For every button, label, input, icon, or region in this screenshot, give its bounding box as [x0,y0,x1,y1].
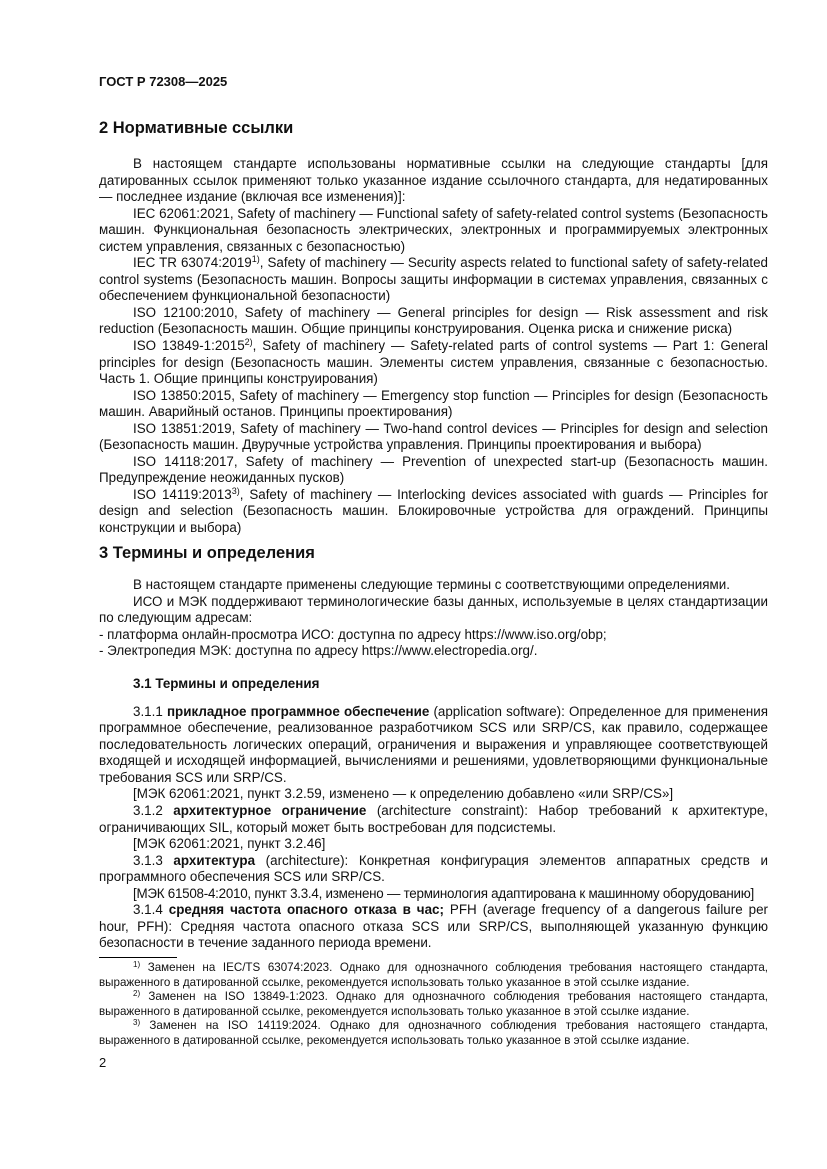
reference-code: ISO 13851:2019 [133,420,232,436]
section-3-databases: ИСО и МЭК поддерживают терминологические базы данных, используемые в целях стандартизации по следующим адресам: [99,593,768,626]
subsection-title: 3.1 Термины и определения [133,675,320,691]
reference-code: ISO 14119:2013 [133,486,232,502]
term-name: прикладное программное обеспечение [166,703,430,719]
reference-item [99,338,768,388]
reference-item [99,421,768,454]
term-number: 3.1.2 [133,803,163,819]
reference-item [99,255,768,305]
section-2 [99,118,768,537]
footnote-ref: 3) [231,485,240,496]
bullet-electropedia: - Электропедия МЭК: доступна по адресу https://www.electropedia.org/. [99,643,538,659]
term-entry [99,853,768,886]
reference-text: , Safety of machinery — Security aspects related to functional safety of safety-related control systems (Безопасность машин. Вопросы защиты информации в системах управления, связанных с обеспечением функциональной безопасности) [99,255,768,304]
footnote [99,1019,768,1048]
term-source: [МЭК 62061:2021, пункт 3.2.59, изменено — к определению добавлено «или SRP/CS»] [133,786,674,802]
term-name: средняя частота опасного отказа в час; [168,902,444,918]
reference-text: , Safety of machinery — Safety-related parts of control systems — Part 1: General principles for design (Безопасность машин. Элементы систем управления, связанные с безопасностью. Часть 1. Общие принципы конструирования) [99,338,768,387]
footnote-ref: 1) [251,254,260,265]
reference-code: IEC TR 63074:2019 [133,255,252,271]
footnote-ref: 2) [244,337,253,348]
term-entry [99,803,768,836]
reference-item [99,487,768,537]
page-number: 2 [99,1055,107,1070]
footnote-mark: 3) [133,1018,141,1028]
reference-item [99,305,768,338]
term-definition: (application software): Определенное для применения программное обеспечение, реализованное разработчиком SCS или SRP/CS, как правило, содержащее последовательность логических операций, ограничения и выражения и управляющее соответствующей входящей и исходящей информацией, вычислениями и решениями, удовлетворяющими функциональные требования SCS или SRP/CS. [99,703,768,785]
document-header: ГОСТ Р 72308—2025 [99,74,228,89]
reference-text: , Safety of machinery — General principles for design — Risk assessment and risk reduction (Безопасность машин. Общие принципы конструирования. Оценка риска и снижение риска) [99,304,768,337]
section-3-title: 3 Термины и определения [99,544,315,562]
term-number: 3.1.1 [133,703,163,719]
term-definition: (architecture): Конкретная конфигурация элементов аппаратных средств и программного обеспечения SCS или SRP/CS. [99,852,768,885]
section-3 [99,543,768,952]
reference-text: , Safety of machinery — Two-hand control devices — Principles for design and selection (Безопасность машин. Двуручные устройства управления. Принципы проектирования и выбора) [99,420,768,453]
reference-code: ISO 13850:2015 [133,387,232,403]
bullet-iso-obp: - платформа онлайн-просмотра ИСО: доступна по адресу https://www.iso.org/obp; [99,626,607,642]
footnote-text: Заменен на ISO 13849-1:2023. Однако для однозначного соблюдения требования настоящего стандарта, выраженного в датированной ссылке, рекомендуется использовать только указанное в этой ссылке издание. [99,990,768,1018]
section-2-title: 2 Нормативные ссылки [99,119,294,137]
reference-text: , Safety of machinery — Emergency stop function — Principles for design (Безопасность машин. Аварийный останов. Принципы проектирования) [99,387,768,420]
reference-text: , Safety of machinery — Prevention of unexpected start-up (Безопасность машин. Предупреждение неожиданных пусков) [99,453,769,486]
term-entry [99,902,768,952]
term-number: 3.1.3 [133,852,163,868]
footnote-mark: 1) [133,960,141,969]
term-name: архитектурное ограничение [173,803,367,819]
term-number: 3.1.4 [133,902,163,918]
reference-item [99,206,768,256]
reference-code: ISO 14118:2017 [133,453,234,469]
section-2-intro: В настоящем стандарте использованы нормативные ссылки на следующие стандарты [для датированных ссылок применяют только указанное издание ссылочного стандарта, для недатированных — последнее издание (включая все изменения)]: [99,156,768,205]
term-source: [МЭК 61508-4:2010, пункт 3.3.4, изменено — терминология адаптирована к машинному оборудованию] [133,885,755,901]
footnote-mark: 2) [133,989,141,999]
term-source: [МЭК 62061:2021, пункт 3.2.46] [133,836,326,852]
term-name: архитектура [173,852,256,868]
footnotes [99,961,768,1049]
term-entry [99,704,768,787]
footnote-text: Заменен на IEC/TS 63074:2023. Однако для однозначного соблюдения требования настоящего стандарта, выраженного в датированной ссылке, рекомендуется использовать только указанное в этой ссылке издание. [99,961,768,989]
reference-code: ISO 12100:2010 [133,304,234,320]
footnote [99,990,768,1019]
reference-text: , Safety of machinery — Functional safety of safety-related control systems (Безопасность машин. Функциональная безопасность электрических, электронных и программируемых электронных систем управления, связанных с безопасностью) [99,205,768,254]
section-3-intro: В настоящем стандарте применены следующие термины с соответствующими определениями. [133,577,730,592]
term-definition: (architecture constraint): Набор требований к архитектуре, ограничивающих SIL, который может быть востребован для подсистемы. [99,803,768,835]
reference-code: ISO 13849-1:2015 [133,338,245,354]
reference-item [99,388,768,421]
footnote [99,961,768,990]
footnote-text: Заменен на ISO 14119:2024. Однако для однозначного соблюдения требования настоящего стандарта, выраженного в датированной ссылке, рекомендуется использовать только указанное в этой ссылке издание. [99,1019,768,1047]
term-definition: PFH (average frequency of a dangerous failure per hour, PFH): Средняя частота опасного отказа SCS или SRP/CS, выполняющей указанную функцию безопасности в течение заданного периода времени. [99,902,768,951]
reference-code: IEC 62061:2021 [133,205,230,221]
reference-text: , Safety of machinery — Interlocking devices associated with guards — Principles for design and selection (Безопасность машин. Блокировочные устройства для ограждений. Принципы конструкции и выбора) [99,486,768,536]
footnote-separator [99,957,177,958]
reference-item [99,454,768,487]
